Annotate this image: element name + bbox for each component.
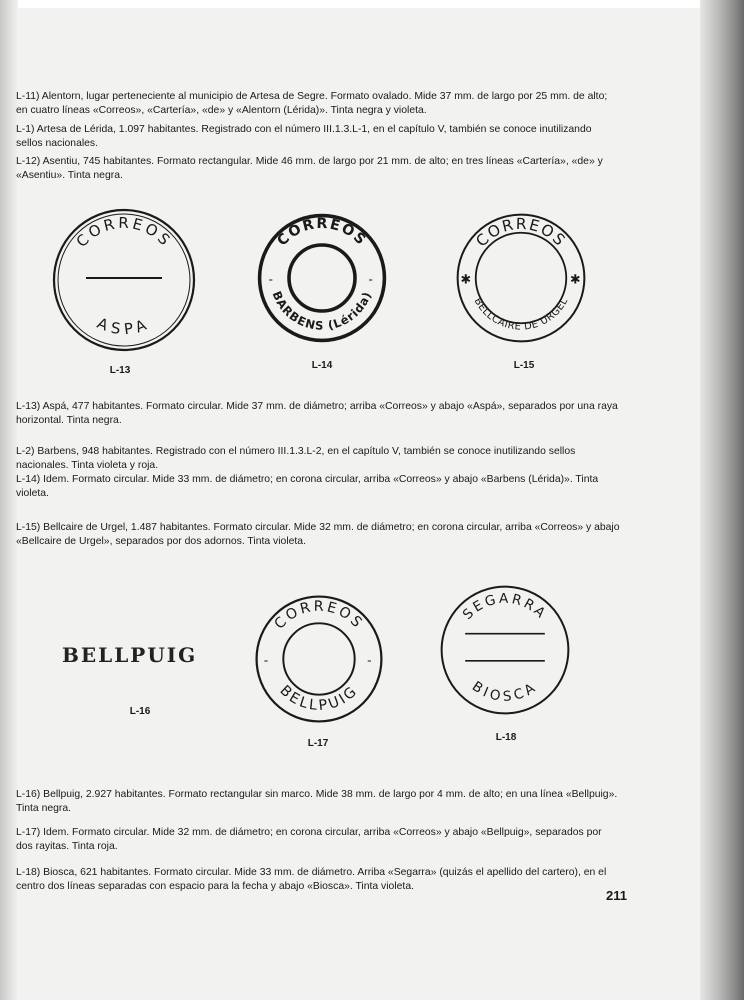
stamp-l13-bottom-text: ASPA xyxy=(94,313,154,339)
stamp-l13-top-text: CORREOS xyxy=(72,213,176,251)
stamp-l15-ornament-left: ✱ xyxy=(460,271,471,287)
paragraph-l14: L-14) Idem. Formato circular. Mide 33 mm. de diámetro; en corona circular, arriba «Correos» y abajo «Barbens (Lérida)». Tinta violeta. xyxy=(16,474,599,499)
stamp-l17-label: L-17 xyxy=(307,738,329,749)
stamp-l18-top-text: SEGARRA xyxy=(459,590,551,624)
stamp-l14 xyxy=(256,212,388,344)
stamp-l14-sep-left: - xyxy=(268,271,273,287)
stamp-l18-bottom-text: BIOSCA xyxy=(468,678,542,706)
stamp-l18-label: L-18 xyxy=(495,732,517,743)
stamp-l16-label: L-16 xyxy=(129,706,151,717)
stamp-l16-text: BELLPUIG xyxy=(62,643,198,667)
paragraph-l11: L-11) Alentorn, lugar perteneciente al municipio de Artesa de Segre. Formato ovalado. Mide 37 mm. de largo por 25 mm. de alto; en cuatro líneas «Correos», «Cartería», «de» y «Alentorn (Lérida)». Tinta negra y violeta. xyxy=(16,91,608,116)
paragraph-l1: L-1) Artesa de Lérida, 1.097 habitantes. Registrado con el número III.1.3.L-1, en el capítulo V, también se conoce inutilizando sellos nacionales. xyxy=(16,124,592,149)
stamp-l14-bottom-text: BARBENS (Lérida) xyxy=(269,289,375,333)
stamp-l18 xyxy=(438,583,572,717)
scan-top-edge xyxy=(0,0,744,8)
stamp-l15-ornament-right: ✱ xyxy=(569,271,581,287)
paragraph-l18: L-18) Biosca, 621 habitantes. Formato circular. Mide 33 mm. de diámetro. Arriba «Segarra» (quizás el apellido del cartero), en el centro dos líneas separadas con espacio para la fecha y abajo «Biosca». Tinta violeta. xyxy=(16,867,607,892)
stamp-l15 xyxy=(454,211,588,345)
paragraph-l16: L-16) Bellpuig, 2.927 habitantes. Formato rectangular sin marco. Mide 38 mm. de largo por 4 mm. de alto; en una línea «Bellpuig». Tinta negra. xyxy=(16,789,618,814)
stamp-l17 xyxy=(253,593,385,725)
stamp-l13 xyxy=(50,206,198,354)
paragraph-l17: L-17) Idem. Formato circular. Mide 32 mm. de diámetro; en corona circular, arriba «Correos» y abajo «Bellpuig», separados por dos rayitas. Tinta roja. xyxy=(16,827,602,852)
paragraph-l15: L-15) Bellcaire de Urgel, 1.487 habitantes. Formato circular. Mide 32 mm. de diámetro; en corona circular, arriba «Correos» y abajo «Bellcaire de Urgel», separados por dos adornos. Tinta violeta. xyxy=(16,522,620,547)
stamp-l15-bottom-text: BELLCAIRE DE URGEL xyxy=(471,296,571,333)
stamp-l13-label: L-13 xyxy=(109,365,131,376)
stamp-l17-sep-left: - xyxy=(263,652,269,668)
stamp-l14-label: L-14 xyxy=(311,360,333,371)
stamp-l14-sep-right: - xyxy=(368,271,373,287)
stamp-l15-label: L-15 xyxy=(513,360,535,371)
stamp-l17-sep-right: - xyxy=(367,652,372,668)
stamp-l17-bottom-text: BELLPUIG xyxy=(276,682,362,715)
paragraph-l2: L-2) Barbens, 948 habitantes. Registrado con el número III.1.3.L-2, en el capítulo V, también se conoce inutilizando sellos nacionales. Tinta violeta y roja. xyxy=(16,446,576,471)
stamp-l17-top-text: CORREOS xyxy=(271,598,367,633)
stamp-l14-top-text: CORREOS xyxy=(274,215,370,250)
page-right-edge xyxy=(700,0,744,1000)
paragraph-l13: L-13) Aspá, 477 habitantes. Formato circular. Mide 37 mm. de diámetro; arriba «Correos» y abajo «Aspá», separados por una raya horizontal. Tinta negra. xyxy=(16,401,618,426)
page-number: 211 xyxy=(606,888,627,903)
stamp-l15-top-text: CORREOS xyxy=(472,214,570,251)
paragraph-l12: L-12) Asentiu, 745 habitantes. Formato rectangular. Mide 46 mm. de largo por 21 mm. de alto; en tres líneas «Cartería», «de» y «Asentiu». Tinta negra. xyxy=(16,156,603,181)
